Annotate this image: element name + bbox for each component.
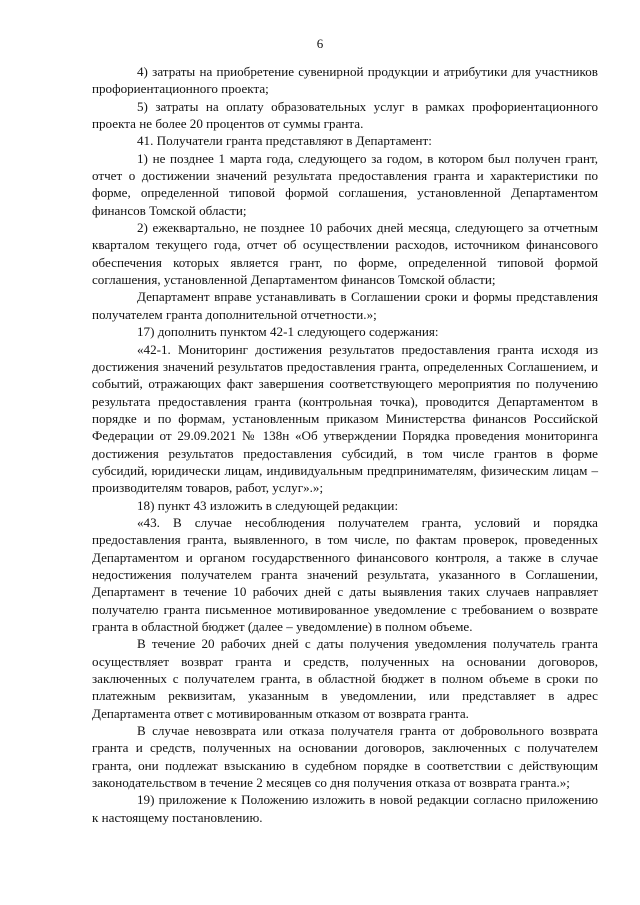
- paragraph-clause-42-1: «42-1. Мониторинг достижения результатов предоставления гранта исходя из достижения значений результатов предоставления гранта, определенных Соглашением, и событий, отражающих факт завершения соответствующего мероприятия по получению результата предоставления гранта (контрольная точка), проводится Департаментом в порядке и по формам, установленным приказом Министерства финансов Российской Федерации от 29.09.2021 № 138н «Об утверждении Порядка проведения мониторинга достижения результатов предоставления субсидий, в том числе грантов в форме субсидий, юридически лицам, индивидуальным предпринимателям, физическим лицам – производителям товаров, работ, услуг».»;: [92, 341, 598, 496]
- paragraph-additional-reporting: Департамент вправе устанавливать в Соглашении сроки и формы представления получателем гранта дополнительной отчетности.»;: [92, 289, 598, 322]
- paragraph-court-recovery: В случае невозврата или отказа получателя гранта от добровольного возврата гранта и средств, полученных на основании договоров, заключенных с получателем гранта, они подлежат взысканию в судебном порядке в соответствии с действующим законодательством в течение 2 месяцев со дня получения отказа от возврата гранта.»;: [92, 723, 598, 791]
- paragraph-quarterly-report: 2) ежеквартально, не позднее 10 рабочих дней месяца, следующего за отчетным кварталом текущего года, отчет об осуществлении расходов, источником финансового обеспечения которых является грант, по форме, определенной типовой формой соглашения, установленной Департаментом финансов Томской области;: [92, 220, 598, 288]
- document-body: [92, 63, 598, 826]
- page-number: 6: [316, 36, 324, 51]
- paragraph-annual-report: 1) не позднее 1 марта года, следующего за годом, в котором был получен грант, отчет о достижении значений результата предоставления гранта и характеристики по форме, определенной типовой формой соглашения, установленной Департаментом финансов Томской области;: [92, 150, 598, 218]
- paragraph-item-4-souvenirs: 4) затраты на приобретение сувенирной продукции и атрибутики для участников профориентационного проекта;: [92, 64, 598, 97]
- paragraph-refund-period: В течение 20 рабочих дней с даты получения уведомления получатель гранта осуществляет возврат гранта и средств, полученных на основании договоров, заключенных с получателем гранта, в областной бюджет в полном объеме в сроки по платежным реквизитам, указанным в уведомлении, или представляет в адрес Департамента ответ с мотивированным отказом от возврата гранта.: [92, 636, 598, 721]
- paragraph-amendment-19: 19) приложение к Положению изложить в новой редакции согласно приложению к настоящему постановлению.: [92, 792, 598, 825]
- paragraph-clause-43: «43. В случае несоблюдения получателем гранта, условий и порядка предоставления гранта, выявленного, в том числе, по фактам проверок, проведенных Департаментом и органом государственного финансового контроля, а также в случае недостижения получателем гранта значений результата, указанного в Соглашении, Департамент в течение 10 рабочих дней с даты выявления таких случаев направляет получателю гранта письменное мотивированное уведомление с требованием о возврате гранта в областной бюджет (далее – уведомление) в полном объеме.: [92, 514, 598, 634]
- paragraph-item-5-education: 5) затраты на оплату образовательных услуг в рамках профориентационного проекта не более 20 процентов от суммы гранта.: [92, 98, 598, 132]
- paragraph-clause-41: 41. Получатели гранта представляют в Департамент:: [137, 133, 432, 149]
- paragraph-amendment-18: 18) пункт 43 изложить в следующей редакции:: [137, 497, 399, 513]
- paragraph-amendment-17: 17) дополнить пунктом 42-1 следующего содержания:: [137, 324, 439, 340]
